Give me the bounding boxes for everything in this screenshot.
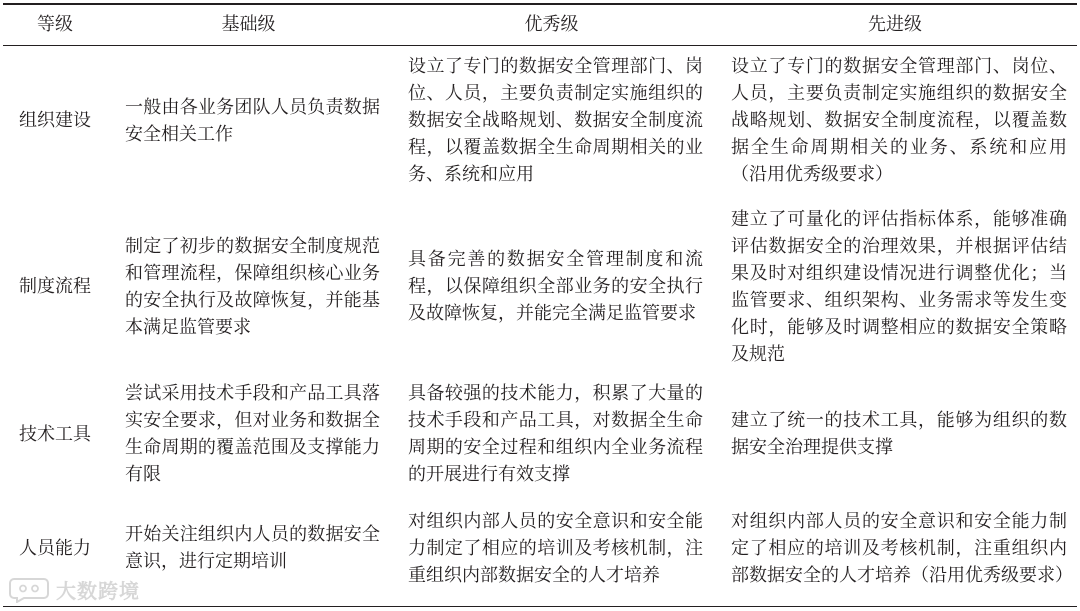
chat-bubble-icon [8, 575, 50, 603]
header-advanced: 先进级 [713, 4, 1077, 45]
cell-excellent: 具备完善的数据安全管理制度和流程，以保障组织全部业务的安全执行及故障恢复，并能完全满足监管要求 [408, 249, 703, 324]
cell-advanced: 对组织内部人员的安全意识和安全能力制定了相应的培训及考核机制，注重组织内部数据安全的人才培养（沿用优秀级要求） [713, 491, 1077, 606]
cell-basic: 尝试采用技术手段和产品工具落实安全要求，但对业务和数据全生命周期的覆盖范围及支撑能力有限 [125, 383, 380, 485]
cell-basic: 开始关注组织内人员的数据安全意识，进行定期培训 [107, 491, 390, 606]
row-label: 技术工具 [19, 423, 91, 445]
header-level: 等级 [3, 4, 107, 45]
table-row [3, 45, 1077, 196]
table-row [3, 196, 1077, 377]
row-label: 组织建设 [19, 110, 91, 132]
row-label: 制度流程 [19, 276, 91, 297]
row-label: 人员能力 [3, 491, 107, 606]
cell-advanced: 建立了可量化的评估指标体系，能够准确评估数据安全的治理效果，并根据评估结果及时对组织建设情况进行调整优化；当监管要求、组织架构、业务需求等发生变化时，能够及时调整相应的数据安全策略及规范 [731, 208, 1067, 365]
table-row [3, 377, 1077, 491]
cell-excellent: 具备较强的技术能力，积累了大量的技术手段和产品工具，对数据全生命周期的安全过程和组织内全业务流程的开展进行有效支撑 [408, 383, 703, 485]
table-row [3, 491, 1077, 606]
cell-basic: 制定了初步的数据安全制度规范和管理流程，保障组织核心业务的安全执行及故障恢复，并能基本满足监管要求 [125, 235, 380, 338]
header-basic: 基础级 [107, 4, 390, 45]
cell-advanced: 设立了专门的数据安全管理部门、岗位、人员，主要负责制定实施组织的数据安全战略规划、数据安全制度流程，以覆盖数据全生命周期相关的业务、系统和应用（沿用优秀级要求） [731, 56, 1067, 186]
table-header-row [3, 4, 1077, 45]
header-excellent: 优秀级 [390, 4, 713, 45]
watermark-text: 大数跨境 [56, 578, 140, 603]
watermark [8, 574, 140, 604]
cell-advanced: 建立了统一的技术工具，能够为组织的数据安全治理提供支撑 [731, 410, 1067, 458]
cell-excellent: 设立了专门的数据安全管理部门、岗位、人员，主要负责制定实施组织的数据安全战略规划、数据安全制度流程，以覆盖数据全生命周期相关的业务、系统和应用 [408, 56, 703, 186]
maturity-level-table [3, 3, 1077, 607]
cell-excellent: 对组织内部人员的安全意识和安全能力制定了相应的培训及考核机制，注重组织内部数据安全的人才培养 [390, 491, 713, 606]
cell-basic: 一般由各业务团队人员负责数据安全相关工作 [125, 96, 380, 145]
